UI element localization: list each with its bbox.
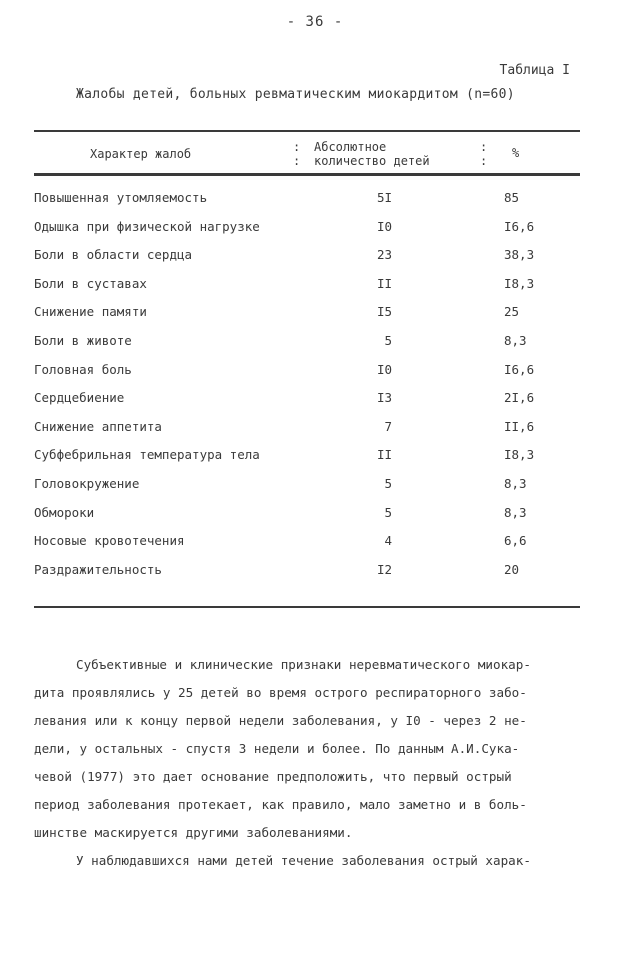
complaint-cell: Носовые кровотечения — [34, 533, 185, 549]
count-cell: 5 — [384, 332, 392, 348]
percent-cell: I8,3 — [504, 447, 535, 463]
header-count — [314, 140, 430, 168]
percent-cell: 2I,6 — [504, 390, 535, 406]
text-line: дели, у остальных - спустя 3 недели и более. По данным А.И.Сука- — [34, 741, 520, 756]
count-cell: I2 — [376, 561, 392, 577]
text-line: шинстве маскируется другими заболеваниями. — [34, 825, 353, 840]
table-row — [34, 247, 580, 276]
percent-cell: 85 — [504, 190, 520, 205]
percent-cell: I6,6 — [504, 218, 535, 234]
header-complaint: Характер жалоб — [90, 147, 192, 161]
percent-cell: 6,6 — [504, 533, 527, 549]
count-cell: 23 — [376, 247, 392, 263]
count-cell: 5 — [384, 504, 392, 520]
page-number: - 36 - — [286, 14, 344, 30]
percent-cell: 38,3 — [504, 247, 535, 263]
count-cell: II — [376, 447, 392, 463]
table-caption: Жалобы детей, больных ревматическим миокардитом (n=60) — [76, 87, 515, 102]
percent-cell: 20 — [504, 561, 520, 577]
complaint-cell: Обмороки — [34, 504, 95, 520]
table-row — [34, 190, 580, 219]
complaint-cell: Снижение памяти — [34, 304, 147, 320]
complaint-cell: Раздражительность — [34, 561, 162, 577]
table-bottom-rule — [34, 606, 580, 608]
count-cell: I0 — [376, 218, 392, 234]
table-row — [34, 333, 580, 362]
table-body — [34, 190, 580, 590]
body-paragraph — [34, 651, 600, 847]
text-line: чевой (1977) это дает основание предположить, что первый острый — [34, 769, 512, 784]
text-line: Субъективные и клинические признаки неревматического миокар- — [76, 657, 531, 672]
text-line: У наблюдавшихся нами детей течение заболевания острый харак- — [76, 853, 531, 868]
header-count-line1: Абсолютное — [314, 140, 387, 154]
complaint-cell: Боли в области сердца — [34, 247, 193, 263]
header-count-line2: количество детей — [314, 154, 430, 168]
complaint-cell: Головокружение — [34, 475, 140, 491]
table-row — [34, 304, 580, 333]
complaint-cell: Сердцебиение — [34, 390, 125, 406]
header-separator: : : — [293, 140, 301, 168]
complaint-cell: Повышенная утомляемость — [34, 190, 208, 205]
table-header-rule — [34, 173, 580, 176]
table-row — [34, 562, 580, 591]
body-paragraph — [34, 847, 600, 875]
percent-cell: II,6 — [504, 418, 535, 434]
table-label: Таблица I — [499, 63, 570, 78]
count-cell: II — [376, 275, 392, 291]
complaint-cell: Боли в суставах — [34, 275, 147, 291]
table-row — [34, 533, 580, 562]
complaint-cell: Боли в животе — [34, 332, 132, 348]
percent-cell: 8,3 — [504, 475, 527, 491]
count-cell: 7 — [384, 418, 392, 434]
percent-cell: I8,3 — [504, 275, 535, 291]
text-line: дита проявлялись у 25 детей во время острого респираторного забо- — [34, 685, 527, 700]
count-cell: I5 — [376, 304, 392, 320]
table-row — [34, 419, 580, 448]
table-top-rule — [34, 130, 580, 132]
table-row — [34, 476, 580, 505]
percent-cell: 8,3 — [504, 332, 527, 348]
count-cell: I3 — [376, 390, 392, 406]
complaint-cell: Головная боль — [34, 361, 132, 377]
table-row — [34, 505, 580, 534]
count-cell: 5I — [376, 190, 392, 205]
table-row — [34, 219, 580, 248]
text-line: период заболевания протекает, как правило, мало заметно и в боль- — [34, 797, 527, 812]
count-cell: 4 — [384, 533, 392, 549]
table-row — [34, 447, 580, 476]
table-row — [34, 276, 580, 305]
percent-cell: 25 — [504, 304, 520, 320]
complaint-cell: Одышка при физической нагрузке — [34, 218, 260, 234]
header-separator: : : — [480, 140, 488, 168]
header-percent: % — [512, 146, 520, 160]
count-cell: 5 — [384, 475, 392, 491]
complaint-cell: Снижение аппетита — [34, 418, 162, 434]
text-line: левания или к концу первой недели заболевания, у I0 - через 2 не- — [34, 713, 527, 728]
table-row — [34, 390, 580, 419]
table-row — [34, 362, 580, 391]
complaint-cell: Субфебрильная температура тела — [34, 447, 260, 463]
percent-cell: I6,6 — [504, 361, 535, 377]
percent-cell: 8,3 — [504, 504, 527, 520]
count-cell: I0 — [376, 361, 392, 377]
